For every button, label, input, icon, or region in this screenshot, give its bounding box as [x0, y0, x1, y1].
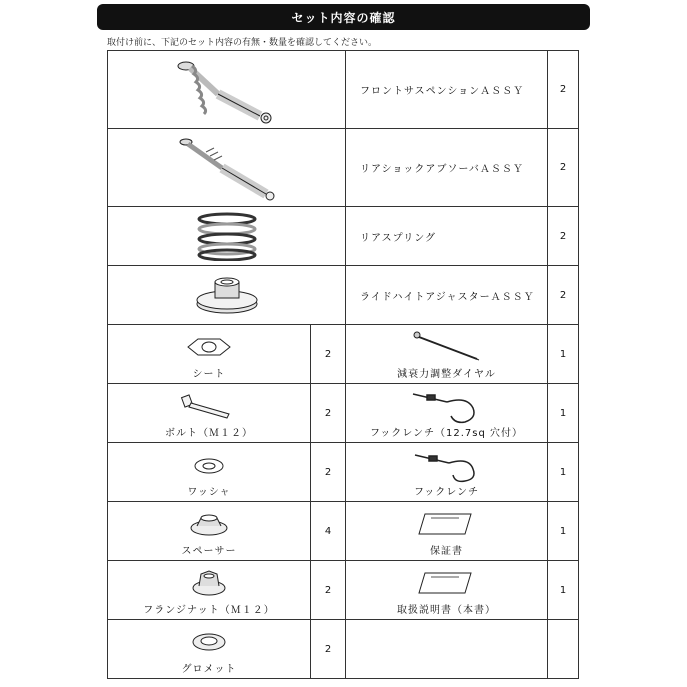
intro-text: 取付け前に、下記のセット内容の有無・数量を確認してください。 — [107, 38, 378, 48]
flange-nut-icon — [189, 568, 229, 598]
item-image-cell — [108, 207, 346, 266]
item-name: シート — [192, 369, 226, 380]
item-qty: 2 — [311, 384, 346, 443]
item-qty: 4 — [311, 502, 346, 561]
item-qty: 2 — [311, 620, 346, 679]
item-name: ワッシャ — [187, 487, 231, 498]
grommet-icon — [187, 630, 231, 654]
item-qty: 1 — [548, 443, 579, 502]
item-qty: 1 — [548, 561, 579, 620]
bolt-icon — [179, 392, 239, 420]
spacer-icon — [187, 510, 231, 538]
item-cell — [108, 620, 311, 679]
rear-spring-icon — [187, 211, 267, 261]
item-name: フックレンチ（12.7sq 穴付） — [369, 428, 524, 439]
item-name: 保証書 — [430, 546, 463, 557]
item-name: ボルト（Ｍ１２） — [165, 428, 253, 439]
item-image-cell — [108, 266, 346, 325]
table-row — [108, 443, 579, 502]
section-title: セット内容の確認 — [291, 10, 396, 25]
item-cell — [108, 384, 311, 443]
item-cell — [108, 325, 311, 384]
item-qty: 1 — [548, 325, 579, 384]
empty-cell — [346, 620, 548, 679]
item-image-cell — [108, 51, 346, 129]
item-qty: 2 — [311, 325, 346, 384]
item-cell — [346, 443, 548, 502]
damping-dial-icon — [407, 329, 487, 363]
table-row — [108, 325, 579, 384]
item-name: フランジナット（Ｍ１２） — [143, 605, 275, 616]
table-row — [108, 51, 579, 129]
table-row — [108, 384, 579, 443]
item-qty: 2 — [311, 443, 346, 502]
item-name: ライドハイトアジャスターＡＳＳＹ — [346, 266, 548, 325]
front-suspension-icon — [162, 54, 292, 126]
item-name: フロントサスペンションＡＳＳＹ — [346, 51, 548, 129]
item-qty: 2 — [548, 129, 579, 207]
hook-wrench-square-icon — [407, 388, 487, 424]
warranty-card-icon — [415, 510, 479, 538]
table-row — [108, 129, 579, 207]
item-name: 減衰力調整ダイヤル — [397, 369, 496, 380]
item-name: グロメット — [181, 664, 237, 675]
rear-shock-icon — [162, 132, 292, 204]
item-cell — [346, 502, 548, 561]
table-row — [108, 266, 579, 325]
item-qty: 2 — [311, 561, 346, 620]
item-image-cell — [108, 129, 346, 207]
seat-icon — [184, 335, 234, 359]
ride-height-adjuster-icon — [187, 270, 267, 320]
empty-qty — [548, 620, 579, 679]
item-name: 取扱説明書（本書） — [397, 605, 496, 616]
contents-table — [107, 50, 579, 679]
item-name: リアスプリング — [346, 207, 548, 266]
washer-icon — [189, 456, 229, 476]
table-row — [108, 207, 579, 266]
item-name: リアショックアブソーバＡＳＳＹ — [346, 129, 548, 207]
table-row — [108, 502, 579, 561]
item-cell — [108, 561, 311, 620]
item-qty: 1 — [548, 384, 579, 443]
table-row — [108, 561, 579, 620]
item-cell — [346, 325, 548, 384]
hook-wrench-icon — [407, 447, 487, 483]
manual-icon — [415, 569, 479, 597]
item-name: スペーサー — [181, 546, 237, 557]
item-cell — [108, 502, 311, 561]
item-cell — [346, 561, 548, 620]
item-qty: 2 — [548, 51, 579, 129]
section-header — [97, 4, 590, 30]
item-qty: 1 — [548, 502, 579, 561]
item-cell — [346, 384, 548, 443]
item-qty: 2 — [548, 207, 579, 266]
item-qty: 2 — [548, 266, 579, 325]
table-row — [108, 620, 579, 679]
item-name: フックレンチ — [413, 487, 480, 498]
item-cell — [108, 443, 311, 502]
